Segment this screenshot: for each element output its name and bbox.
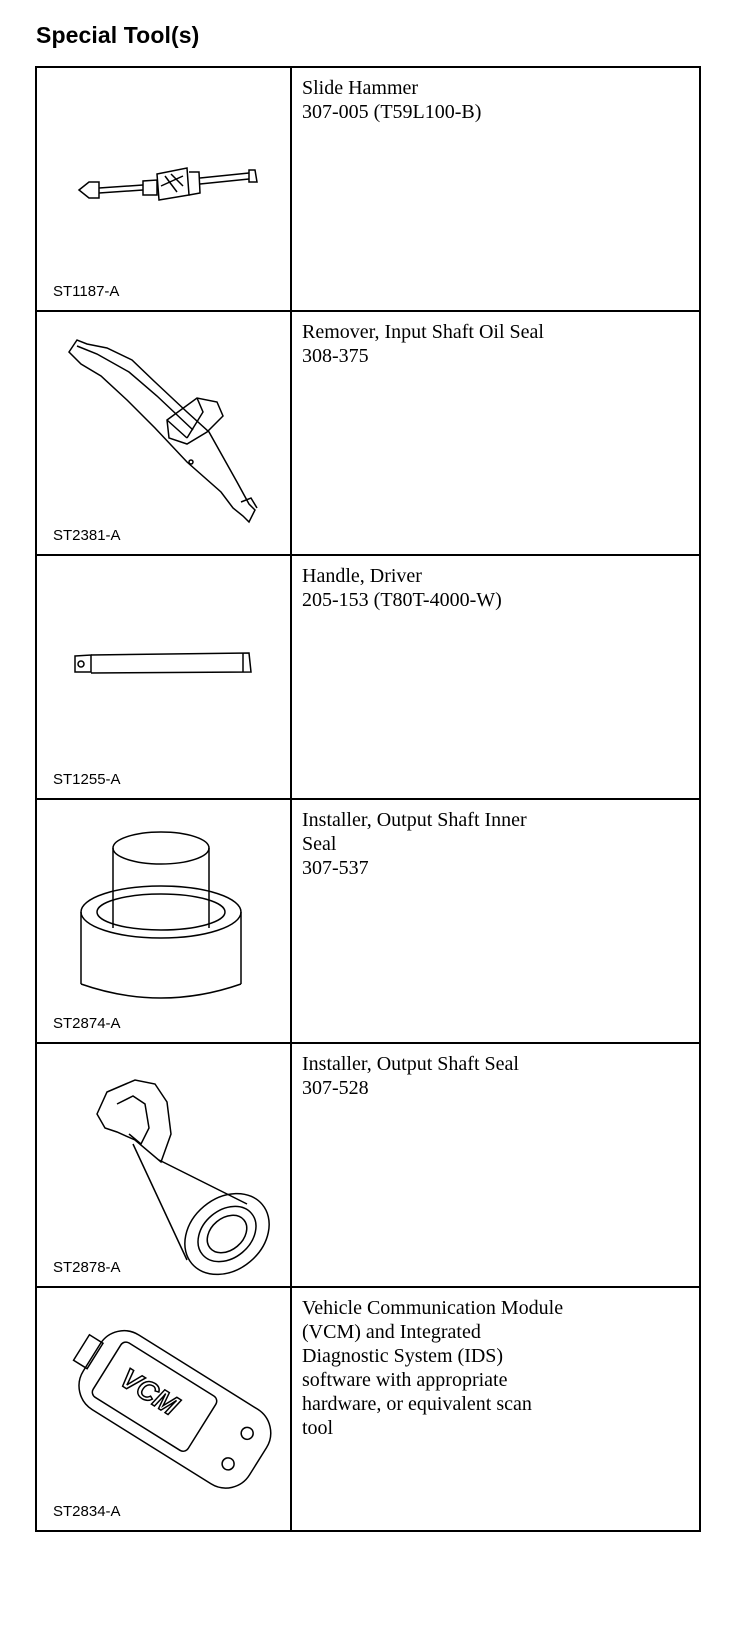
slide-hammer-icon	[37, 68, 290, 312]
tool-code: ST1255-A	[53, 771, 121, 788]
tool-description-cell	[291, 1043, 700, 1287]
tool-description-cell	[291, 555, 700, 799]
tool-code: ST2381-A	[53, 527, 121, 544]
tool-description-line: Vehicle Communication Module	[302, 1297, 564, 1319]
table-row	[36, 555, 700, 799]
tool-description-cell	[291, 1287, 700, 1531]
page-title: Special Tool(s)	[36, 22, 200, 48]
tool-name: Handle, Driver	[302, 565, 422, 587]
tool-code: ST2874-A	[53, 1015, 121, 1032]
table-row	[36, 1287, 700, 1531]
table-row	[36, 799, 700, 1043]
tool-number: 307-005 (T59L100-B)	[302, 101, 482, 123]
tool-image-cell	[36, 311, 291, 555]
tool-name: Installer, Output Shaft Seal	[302, 1053, 519, 1075]
driver-handle-icon	[37, 556, 290, 800]
vcm-label: VCM	[114, 1362, 185, 1422]
tool-description-line: Diagnostic System (IDS)	[302, 1345, 504, 1367]
tool-number: 205-153 (T80T-4000-W)	[302, 589, 502, 611]
table-row	[36, 67, 700, 311]
tool-code: ST2878-A	[53, 1259, 121, 1276]
tool-name-continued: Seal	[302, 833, 337, 855]
tool-description-cell	[291, 67, 700, 311]
tool-name: Slide Hammer	[302, 77, 419, 99]
tool-description-line: tool	[302, 1417, 334, 1439]
tool-image-cell	[36, 67, 291, 311]
tool-image-cell	[36, 799, 291, 1043]
tool-description-line: (VCM) and Integrated	[302, 1321, 481, 1343]
tool-description-line: software with appropriate	[302, 1369, 508, 1391]
tool-image-cell	[36, 1287, 291, 1531]
tool-image-cell	[36, 555, 291, 799]
tool-code: ST1187-A	[53, 283, 120, 300]
seal-remover-icon	[37, 312, 290, 556]
table-row	[36, 1043, 700, 1287]
tool-number: 307-537	[302, 857, 369, 879]
special-tools-table	[35, 66, 701, 1532]
tool-name: Remover, Input Shaft Oil Seal	[302, 321, 544, 343]
tool-image-cell	[36, 1043, 291, 1287]
tool-description-line: hardware, or equivalent scan	[302, 1393, 532, 1415]
vcm-icon	[37, 1288, 290, 1532]
output-seal-installer-icon	[37, 1044, 290, 1288]
tool-code: ST2834-A	[53, 1503, 121, 1520]
inner-seal-installer-icon	[37, 800, 290, 1044]
tool-number: 308-375	[302, 345, 369, 367]
tool-description-cell	[291, 311, 700, 555]
tool-description-cell	[291, 799, 700, 1043]
tool-name: Installer, Output Shaft Inner	[302, 809, 527, 831]
table-row	[36, 311, 700, 555]
tool-number: 307-528	[302, 1077, 369, 1099]
